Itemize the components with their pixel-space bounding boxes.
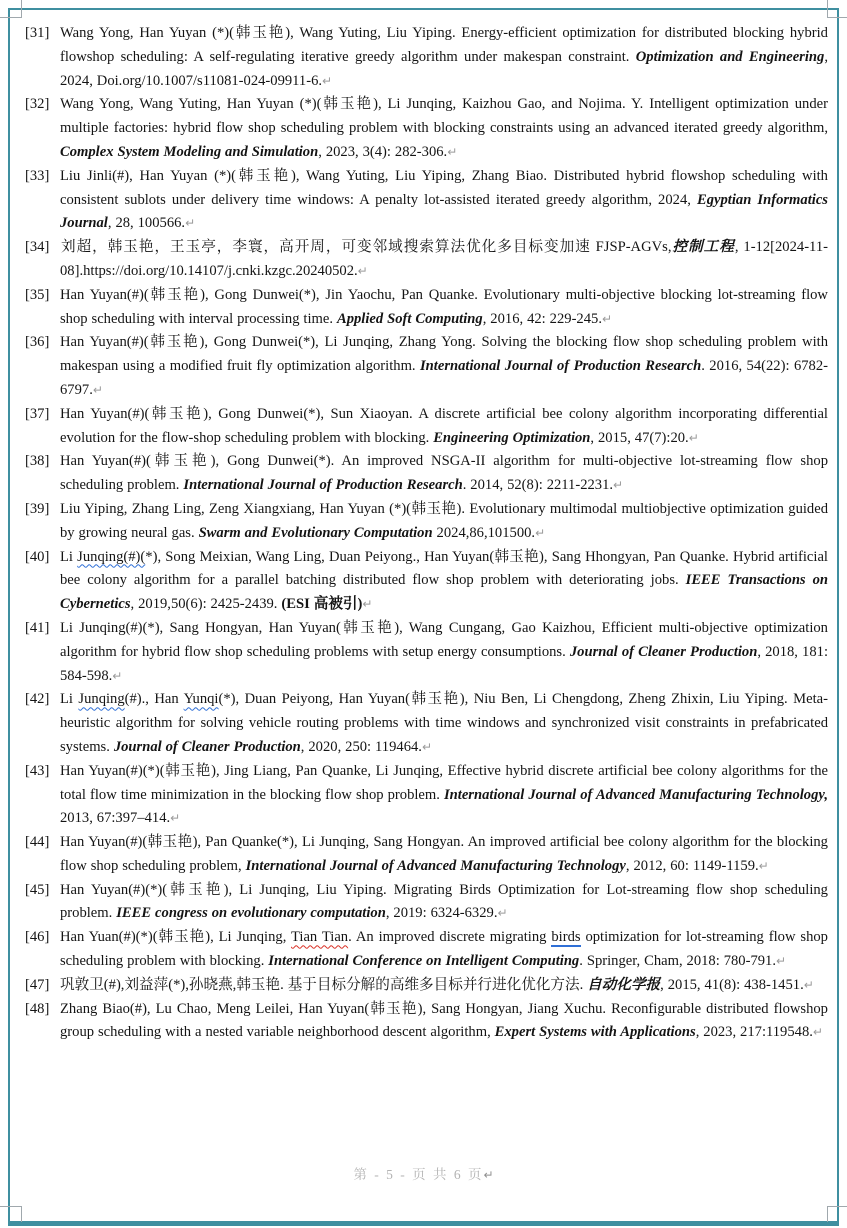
- reference-text-run: ), Gong Dunwei(*), Sun Xiaoyan. A discrete artificial bee colony algorithm incorporating differential evolution for the flow-shop scheduling problem with blocking.: [60, 405, 828, 446]
- reference-text-run: Liu Jinli(#), Han Yuyan (*)(: [60, 167, 236, 184]
- reference-text-run: ). Evolutionary multimodal multiobjective optimization guided by growing neural gas.: [60, 500, 828, 541]
- reference-text-run: ), Gong Dunwei(*), Li Junqing, Zhang Yong. Solving the blocking flow shop scheduling problem with makespan using a modified fruit fly optimization algorithm.: [60, 334, 828, 375]
- reference-text-run: ), Niu Ben, Li Chengdong, Zheng Zhixin, Liu Yiping. Meta-heuristic algorithm for solving vehicle routing problems with time windows and synchronized visit constraints in prefabricated systems.: [60, 691, 828, 755]
- reference-text-run: Complex System Modeling and Simulation: [60, 143, 319, 160]
- reference-text-run: Han Yuyan(#)(: [60, 405, 150, 422]
- paragraph-mark-icon: ↵: [776, 954, 787, 969]
- reference-text-run: 韩玉艳: [233, 25, 286, 41]
- reference-text-run: International Journal of Advanced Manufacturing Technology: [245, 857, 626, 874]
- reference-text-run: 韩玉艳: [148, 286, 201, 303]
- reference-number: [42]: [25, 691, 50, 708]
- reference-text-run: Swarm and Evolutionary Computation: [198, 524, 433, 541]
- reference-item: [25, 688, 828, 759]
- paragraph-mark-icon: ↵: [447, 144, 458, 159]
- reference-item: [25, 450, 828, 498]
- paragraph-mark-icon: ↵: [92, 382, 103, 397]
- reference-text-run: 韩玉艳: [340, 619, 395, 636]
- reference-text-run: Han Yuyan(#)(*)(: [60, 762, 165, 779]
- reference-number: [48]: [25, 1000, 50, 1017]
- reference-text-run: (*), Duan Peiyong, Han Yuyan(: [218, 691, 410, 708]
- paragraph-mark-icon: ↵: [613, 478, 624, 493]
- margin-crop-mark-bottom-left: [0, 1206, 22, 1222]
- reference-text-run: Optimization and Engineering: [635, 48, 825, 65]
- reference-text-run: , 28, 100566.: [107, 215, 186, 232]
- reference-text-run: birds: [551, 929, 581, 946]
- reference-text-run: 韩玉艳: [148, 334, 200, 351]
- reference-text-run: Junqing(#)(: [77, 548, 146, 565]
- paragraph-mark-icon: ↵: [421, 739, 432, 754]
- reference-number: [36]: [25, 334, 50, 351]
- reference-text-run: ), Pan Quanke(*), Li Junqing, Sang Hongyan. An improved artificial bee colony algorithm for the blocking flow shop scheduling problem,: [60, 834, 828, 874]
- reference-text-run: 韩玉艳: [167, 881, 224, 898]
- reference-text-run: , 2018, 181: 584-598.: [60, 643, 828, 684]
- reference-text-run: Li: [60, 691, 79, 708]
- reference-text-run: Liu Yiping, Zhang Ling, Zeng Xiangxiang, Han Yuyan (*)(: [60, 500, 412, 517]
- reference-text-run: 控制工程: [671, 239, 735, 256]
- reference-text-run: , 2023, 3(4): 282-306.: [318, 143, 448, 160]
- reference-text-run: optimization for lot-streaming flow shop scheduling problem with blocking.: [60, 929, 828, 970]
- reference-text-run: 韩玉艳: [150, 453, 211, 470]
- reference-item: [25, 879, 828, 927]
- reference-text-run: Expert Systems with Applications: [494, 1024, 696, 1041]
- reference-text-run: 韩玉艳: [147, 834, 193, 851]
- reference-text-run: , 1-12[2024-11-08].https://doi.org/10.14107/j.cnki.kzgc.20240502.: [60, 239, 828, 279]
- paragraph-mark-icon: ↵: [112, 668, 123, 683]
- reference-text-run: ), Gong Dunwei(*). An improved NSGA-II algorithm for multi-objective lot-streaming flow shop scheduling problem.: [60, 453, 828, 494]
- margin-crop-mark-top-right: [827, 0, 847, 18]
- reference-text-run: Li Junqing(#)(*), Sang Hongyan, Han Yuyan(: [60, 619, 341, 636]
- reference-text-run: ), Sang Hongyan, Jiang Xuchu. Reconfigurable distributed flowshop group scheduling with a nested variable neighborhood descent algorithm,: [60, 1000, 828, 1041]
- reference-text-run: ), Jing Liang, Pan Quanke, Li Junqing, Effective hybrid discrete artificial bee colony algorithms for the total flow time minimization in the blocking flow shop problem.: [60, 762, 828, 803]
- reference-number: [32]: [25, 96, 50, 113]
- reference-text-run: *), Song Meixian, Wang Ling, Duan Peiyong., Han Yuyan(: [145, 548, 495, 565]
- reference-text-run: , 2016, 42: 229-245.: [482, 310, 602, 327]
- paragraph-mark-icon: ↵: [497, 906, 508, 921]
- reference-item: [25, 831, 828, 879]
- reference-item: [25, 498, 828, 546]
- reference-text-run: Yunqi: [183, 691, 219, 708]
- reference-item: [25, 236, 828, 284]
- reference-list: [25, 22, 828, 1045]
- reference-number: [41]: [25, 619, 50, 636]
- reference-text-run: Egyptian Informatics Journal: [60, 191, 828, 232]
- reference-number: [35]: [25, 286, 50, 303]
- margin-crop-mark-bottom-right: [827, 1206, 847, 1222]
- reference-text-run: IEEE Transactions on Cybernetics: [60, 572, 828, 613]
- reference-number: [43]: [25, 762, 50, 779]
- reference-text-run: , 2023, 217:119548.: [695, 1024, 813, 1041]
- reference-text-run: Li: [60, 548, 78, 565]
- reference-text-run: 巩敦卫(#),刘益萍(*),孙晓燕,韩玉艳. 基于目标分解的高维多目标并行进化优化方法.: [60, 976, 588, 993]
- reference-item: [25, 926, 828, 974]
- reference-text-run: ), Li Junqing,: [205, 929, 291, 946]
- paragraph-mark-icon: ↵: [812, 1025, 823, 1040]
- reference-text-run: International Journal of Production Research: [420, 358, 702, 375]
- reference-text-run: 韩玉艳: [494, 548, 539, 565]
- reference-text-run: ), Wang Cungang, Gao Kaizhou, Efficient multi-objective optimization algorithm for hybrid flow shop scheduling problems with setup energy consumptions.: [60, 619, 828, 660]
- reference-text-run: Applied Soft Computing: [336, 310, 483, 327]
- reference-text-run: Han Yuyan(#)(: [60, 334, 149, 351]
- reference-text-run: . Springer, Cham, 2018: 780-791.: [579, 953, 777, 970]
- reference-text-run: Han Yuyan(#)(: [60, 453, 151, 470]
- reference-text-run: , 2019: 6324-6329.: [385, 905, 498, 922]
- paragraph-mark-icon: ↵: [601, 311, 613, 326]
- reference-item: [25, 165, 828, 236]
- reference-text-run: 2013, 67:397–414.: [60, 810, 171, 827]
- reference-text-run: 2024,86,101500.: [432, 524, 536, 541]
- reference-item: [25, 760, 828, 831]
- reference-number: [40]: [25, 548, 50, 565]
- reference-text-run: , 2019,50(6): 2425-2439.: [130, 596, 282, 613]
- reference-text-run: ), Wang Yuting, Liu Yiping. Energy-efficient optimization for distributed blocking hybrid flowshop scheduling: A self-regulating iterative greedy algorithm under makespan constraint.: [60, 25, 828, 65]
- paragraph-mark-icon: ↵: [185, 216, 196, 231]
- reference-text-run: , 2012, 60: 1149-1159.: [625, 857, 759, 874]
- reference-text-run: Han Yuan(#)(*)(: [60, 929, 158, 946]
- reference-text-run: Wang Yong, Wang Yuting, Han Yuyan (*)(: [60, 96, 322, 113]
- reference-text-run: 自动化学报: [587, 976, 661, 993]
- reference-text-run: ), Sang Hhongyan, Pan Quanke. Hybrid artificial bee colony algorithm for a parallel batching distributed flow shop problem with deteriorating jobs.: [60, 548, 828, 589]
- reference-number: [34]: [25, 239, 50, 256]
- reference-number: [38]: [25, 453, 50, 470]
- paragraph-mark-icon: ↵: [357, 263, 368, 278]
- reference-text-run: . 2014, 52(8): 2211-2231.: [462, 477, 614, 494]
- reference-text-run: , 2020, 250: 119464.: [300, 738, 422, 755]
- reference-item: [25, 331, 828, 402]
- reference-text-run: 韩玉艳: [411, 500, 457, 517]
- reference-text-run: International Journal of Production Research: [183, 477, 463, 494]
- reference-number: [46]: [25, 929, 50, 946]
- reference-text-run: . 2016, 54(22): 6782-6797.: [60, 358, 828, 398]
- reference-item: [25, 403, 828, 451]
- reference-text-run: (ESI 高被引): [281, 596, 363, 613]
- reference-item: [25, 93, 828, 164]
- reference-item: [25, 546, 828, 617]
- reference-item: [25, 617, 828, 688]
- reference-item: [25, 998, 828, 1046]
- reference-text-run: Engineering Optimization: [433, 429, 591, 446]
- reference-text-run: , 2015, 47(7):20.: [590, 429, 689, 446]
- reference-text-run: Journal of Cleaner Production: [569, 643, 758, 660]
- reference-text-run: 韩玉艳: [149, 405, 204, 422]
- reference-item: [25, 974, 828, 998]
- reference-text-run: ), Wang Yuting, Liu Yiping, Zhang Biao. Distributed hybrid flowshop scheduling with consistent sublots under delivery time windows: A penalty lot-assisted iterated greedy algorithm, 2024,: [60, 167, 828, 208]
- reference-text-run: 韩玉艳: [409, 691, 460, 708]
- reference-text-run: 刘超，韩玉艳，王玉亭，李寰，高开周，可变邻域搜索算法优化多目标变加速: [60, 239, 596, 256]
- reference-text-run: 韩玉艳: [157, 929, 206, 946]
- reference-text-run: Han Yuyan(#)(*)(: [60, 881, 168, 898]
- reference-text-run: 韩玉艳: [235, 167, 291, 184]
- reference-text-run: IEEE congress on evolutionary computation: [116, 905, 386, 922]
- reference-text-run: Junqing: [78, 691, 125, 708]
- margin-crop-mark-top-left: [0, 0, 22, 18]
- paragraph-mark-icon: ↵: [362, 597, 373, 612]
- paragraph-mark-icon: ↵: [758, 858, 769, 873]
- reference-number: [39]: [25, 500, 50, 517]
- reference-item: [25, 284, 828, 332]
- reference-text-run: ), Gong Dunwei(*), Jin Yaochu, Pan Quanke. Evolutionary multi-objective blocking lot-streaming flow shop scheduling with interval processing time.: [60, 286, 828, 327]
- reference-text-run: FJSP-AGVs,: [595, 239, 672, 256]
- reference-number: [33]: [25, 167, 50, 184]
- reference-text-run: , 2015, 41(8): 438-1451.: [660, 976, 804, 993]
- reference-text-run: . An improved discrete migrating: [348, 929, 552, 946]
- paragraph-mark-icon: ↵: [170, 811, 181, 826]
- reference-number: [44]: [25, 834, 50, 851]
- paragraph-mark-icon: ↵: [535, 525, 546, 540]
- reference-text-run: Han Yuyan(#)(: [60, 286, 149, 303]
- page-footer: [0, 1163, 847, 1183]
- reference-text-run: Wang Yong, Han Yuyan (*)(: [60, 25, 234, 41]
- reference-text-run: International Conference on Intelligent Computing: [268, 953, 580, 970]
- reference-number: [37]: [25, 405, 50, 422]
- reference-text-run: (#)., Han: [124, 691, 184, 708]
- reference-number: [47]: [25, 976, 50, 993]
- paragraph-mark-icon: ↵: [483, 1168, 494, 1182]
- paragraph-mark-icon: ↵: [322, 73, 333, 88]
- reference-text-run: 韩玉艳: [321, 96, 374, 113]
- page-number-text: 第 - 5 - 页 共 6 页: [353, 1167, 484, 1182]
- reference-text-run: Zhang Biao(#), Lu Chao, Meng Leilei, Han Yuyan(: [60, 1000, 370, 1017]
- reference-text-run: 韩玉艳: [369, 1000, 418, 1017]
- reference-text-run: ), Li Junqing, Liu Yiping. Migrating Birds Optimization for Lot-streaming flow shop scheduling problem.: [60, 881, 828, 922]
- reference-text-run: International Journal of Advanced Manufacturing Technology,: [443, 786, 828, 803]
- paragraph-mark-icon: ↵: [688, 430, 699, 445]
- reference-text-run: Journal of Cleaner Production: [113, 738, 301, 755]
- reference-text-run: , 2024, Doi.org/10.1007/s11081-024-09911-6.: [60, 48, 828, 89]
- paragraph-mark-icon: ↵: [803, 977, 814, 992]
- reference-item: [25, 22, 828, 93]
- reference-text-run: 韩玉艳: [164, 762, 212, 779]
- reference-text-run: Han Yuyan(#)(: [60, 834, 148, 851]
- reference-number: [45]: [25, 881, 50, 898]
- reference-number: [31]: [25, 25, 50, 41]
- reference-text-run: ), Li Junqing, Kaizhou Gao, and Nojima. Y. Intelligent optimization under multiple factories: hybrid flow shop scheduling problem with blocking constraints using an advanced iterated greedy algorithm,: [60, 96, 828, 137]
- reference-text-run: Tian Tian: [291, 929, 349, 946]
